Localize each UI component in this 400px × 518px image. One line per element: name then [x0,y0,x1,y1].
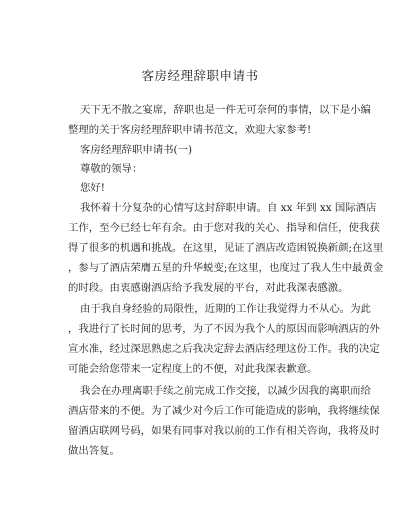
paragraph-2-line-3: 宣水准，经过深思熟虑之后我决定辞去酒店经理这份工作。我的决定 [68,343,380,355]
paragraph-3-line-2: 酒店带来的不便。为了减少对今后工作可能造成的影响，我将继续保 [68,405,380,417]
intro-line-2: 整理的关于客房经理辞职申请书范文，欢迎大家参考! [68,124,312,136]
paragraph-1-line-5: 的时段。由衷感谢酒店给予我发展的平台，对此我深表感激。 [68,282,349,294]
paragraph-3-line-3: 留酒店联网号码，如果有同事对我以前的工作有相关咨询，我将及时 [68,425,380,437]
paragraph-1-line-3: 得了很多的机遇和挑战。在这里，见证了酒店改造困锐换新颜;在这里 [68,242,384,254]
greeting: 您好! [80,182,105,194]
letter-subtitle: 客房经理辞职申请书(一) [80,144,193,156]
paragraph-3-line-4: 做出答复。 [68,445,120,457]
paragraph-2-line-2: ，我进行了长时间的思考，为了不因为我个人的原因而影响酒店的外 [68,323,380,335]
paragraph-1-line-2: 工作，至今已经七年有余。由于您对我的关心、指导和信任，使我获 [68,222,380,234]
intro-line-1: 天下无不散之宴席，辞职也是一件无可奈何的事情，以下是小编 [80,104,371,116]
paragraph-2-line-1: 由于我自身经验的局限性，近期的工作让我觉得力不从心。为此 [80,303,371,315]
paragraph-1-line-4: ，参与了酒店荣膺五星的升华蜕变;在这里，也度过了我人生中最黄金 [68,262,384,274]
document-title: 客房经理辞职申请书 [141,68,259,83]
paragraph-3-line-1: 我会在办理离职手续之前完成工作交接，以减少因我的离职而给 [80,385,371,397]
paragraph-1-line-1: 我怀着十分复杂的心情写这封辞职申请。自 xx 年到 xx 国际酒店 [80,202,377,214]
salutation: 尊敬的领导： [80,163,143,175]
paragraph-2-line-4: 可能会给您带来一定程度上的不便，对此我深表歉意。 [68,363,318,375]
